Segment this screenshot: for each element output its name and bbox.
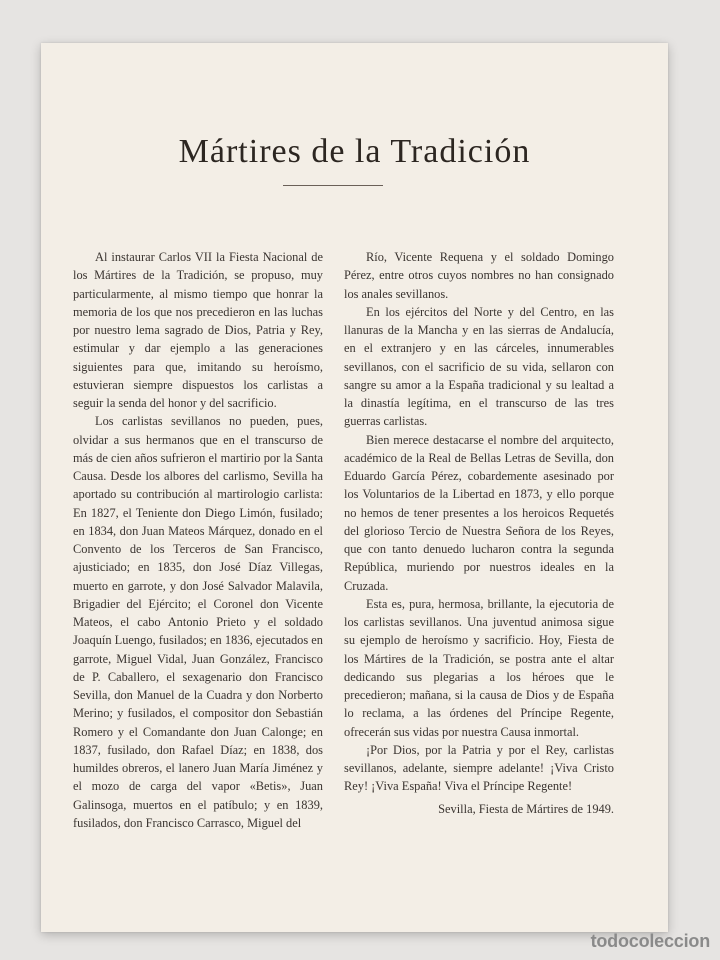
signature-line: Sevilla, Fiesta de Mártires de 1949. (438, 801, 614, 816)
paragraph: En los ejércitos del Norte y del Centro, en las llanuras de la Mancha y en las sierras de Andalucía, en el extranjero y en las cárceles, innumerables sevillanos, con el sacrificio de su vida, sellaron con sangre su amor a la España tradicional y su lealtad a la dinastía legítima, en el transcurso de las tres guerras carlistas. (344, 304, 614, 429)
document-page (41, 43, 668, 932)
paragraph: Esta es, pura, hermosa, brillante, la ejecutoria de los carlistas sevillanos. Una juventud animosa sigue su ejemplo de heroísmo y sacrificio. Hoy, Fiesta de los Mártires de la Tradición, se postra ante el altar dedicando sus plegarias a los héroes que le precedieron; mañana, si la causa de Dios y de España lo reclama, a las órdenes del Príncipe Regente, ofrecerán sus vidas por nuestra Causa inmortal. (344, 596, 614, 739)
left-column (73, 248, 323, 832)
right-column (344, 248, 614, 818)
watermark: todocoleccion (590, 931, 710, 951)
paragraph: Bien merece destacarse el nombre del arquitecto, académico de la Real de Bellas Letras de Sevilla, don Eduardo García Pérez, cobardemente asesinado por los Voluntarios de la Libertad en 1873, y ello porque no hemos de tener presentes a los heroicos Requetés del glorioso Tercio de Nuestra Señora de los Reyes, que con tanto denuedo lucharon contra la segunda República, muriendo por nuestros ideales en la Cruzada. (344, 432, 614, 593)
title-divider (283, 185, 383, 186)
paragraph: Río, Vicente Requena y el soldado Domingo Pérez, entre otros cuyos nombres no han consignado los anales sevillanos. (344, 250, 614, 301)
paragraph: Los carlistas sevillanos no pueden, pues, olvidar a sus hermanos que en el transcurso de más de cien años sufrieron el martirio por la Santa Causa. Desde los albores del carlismo, Sevilla ha aportado su contribución al martirologio carlista: En 1827, el Teniente don Diego Limón, fusilado; en 1834, don Juan Mateos Márquez, donado en el Convento de los Terceros de San Francisco, ajusticiado; en 1835, don José Díaz Villegas, muerto en garrote, y don José Salvador Malavila, Brigadier del Ejército; el Coronel don Vicente Mateos, el cabo Antonio Prieto y el soldado Joaquín Luengo, fusilados; en 1836, ejecutados en garrote, Miguel Vidal, Juan González, Francisco de P. Caballero, el sexagenario don Francisco Sevilla, don Manuel de la Cuadra y don Norberto Merino; y fusilados, el compositor don Sebastián Romero y el Comandante don Juan Calonge; en 1837, fusilado, don Rafael Díaz; en 1838, dos humildes obreros, el lanero Juan María Jiménez y el mozo de carga del vapor «Betis», Juan Galinsoga, muertos en el patíbulo; y en 1839, fusilados, don Francisco Carrasco, Miguel del (73, 414, 323, 830)
paragraph: ¡Por Dios, por la Patria y por el Rey, carlistas sevillanos, adelante, siempre adelante! ¡Viva Cristo Rey! ¡Viva España! Viva el Príncipe Regente! (344, 742, 614, 794)
paragraph: Al instaurar Carlos VII la Fiesta Nacional de los Mártires de la Tradición, se propuso, muy particularmente, al mismo tiempo que honrar la memoria de los que nos precedieron en las luchas por nuestro lema sagrado de Dios, Patria y Rey, estimular y dar ejemplo a las generaciones siguientes para que, imitando su heroísmo, estuvieran siempre dispuestos los carlistas a seguir la senda del honor y del sacrificio. (73, 250, 323, 410)
page-title: Mártires de la Tradición (178, 133, 531, 170)
